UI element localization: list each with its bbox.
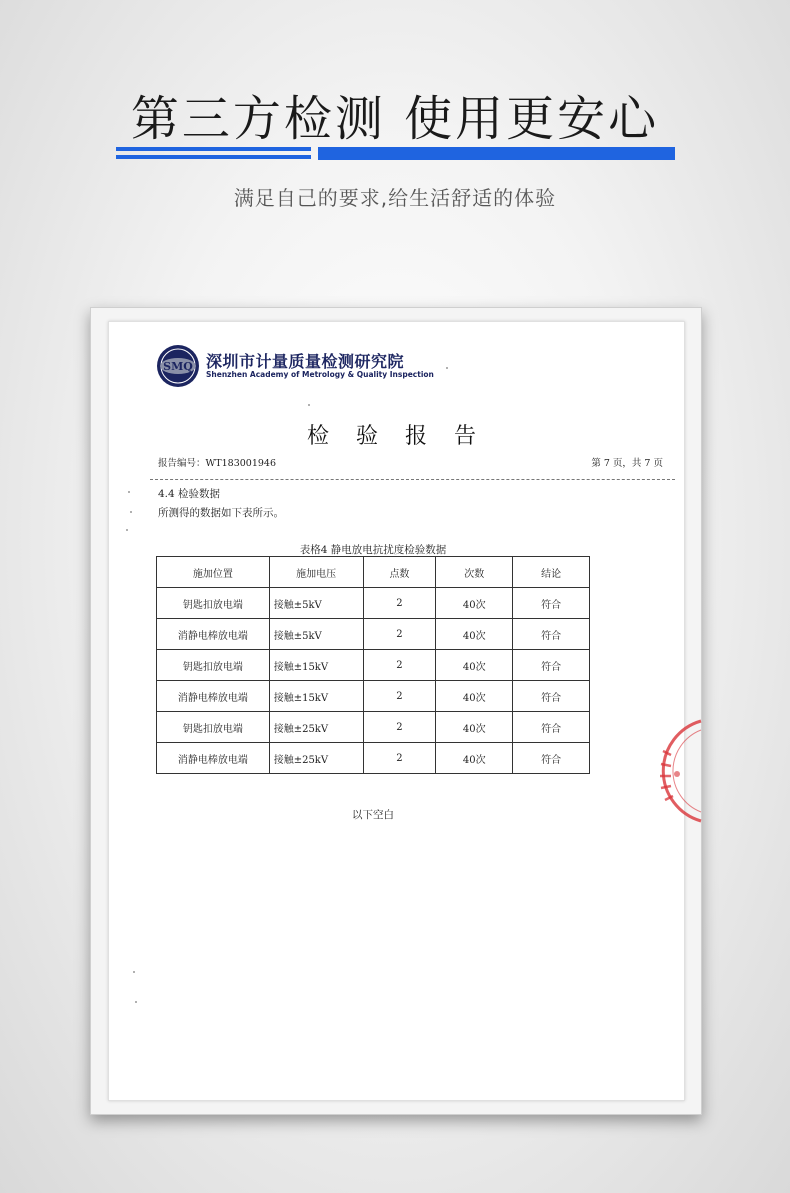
table-cell: 接触±25kV: [269, 743, 363, 774]
table-row: [157, 712, 590, 743]
table-header-row: [157, 557, 590, 588]
logo-text: SMQ: [163, 360, 193, 373]
table-cell: 钥匙扣放电端: [157, 712, 270, 743]
title-underline-left-bottom: [116, 155, 311, 159]
title-underline-right: [318, 147, 675, 160]
table-cell: 符合: [513, 650, 590, 681]
table-cell: 接触±25kV: [269, 712, 363, 743]
table-cell: 40次: [436, 681, 513, 712]
paper-speck: [135, 1001, 137, 1003]
table-caption: 表格4 静电放电抗扰度检验数据: [299, 544, 447, 556]
smq-logo-icon: [156, 344, 200, 388]
table-cell: 40次: [436, 588, 513, 619]
table-cell: 符合: [513, 588, 590, 619]
table-cell: 2: [363, 619, 436, 650]
section-heading: 4.4 检验数据: [158, 488, 221, 500]
table-row: [157, 588, 590, 619]
report-document: [108, 321, 685, 1101]
table-row: [157, 743, 590, 774]
official-seal-icon: [643, 716, 703, 826]
paper-speck: [128, 491, 130, 493]
table-cell: 符合: [513, 712, 590, 743]
page-subtitle: 满足自己的要求,给生活舒适的体验: [233, 186, 557, 210]
table-row: [157, 619, 590, 650]
table-cell: 接触±15kV: [269, 650, 363, 681]
page-info: 第 7 页，共 7 页: [591, 458, 663, 469]
paper-speck: [133, 971, 135, 973]
table-cell: 钥匙扣放电端: [157, 588, 270, 619]
table-cell: 2: [363, 681, 436, 712]
paper-speck: [446, 367, 448, 369]
test-data-table: [156, 556, 590, 774]
organization-name-en: Shenzhen Academy of Metrology & Quality Inspection: [206, 370, 434, 379]
table-cell: 40次: [436, 619, 513, 650]
paper-speck: [126, 529, 128, 531]
table-cell: 接触±15kV: [269, 681, 363, 712]
table-cell: 接触±5kV: [269, 619, 363, 650]
header-divider: [150, 479, 675, 480]
report-number: 报告编号：WT183001946: [158, 458, 276, 469]
page-title: 第三方检测 使用更安心: [130, 91, 660, 147]
table-cell: 2: [363, 712, 436, 743]
table-cell: 2: [363, 743, 436, 774]
table-header: 结论: [513, 557, 590, 588]
table-cell: 钥匙扣放电端: [157, 650, 270, 681]
report-title: 检 验 报 告: [307, 424, 486, 449]
table-cell: 消静电棒放电端: [157, 681, 270, 712]
paper-speck: [308, 404, 310, 406]
table-cell: 40次: [436, 650, 513, 681]
table-header: 施加电压: [269, 557, 363, 588]
table-cell: 消静电棒放电端: [157, 619, 270, 650]
table-cell: 2: [363, 588, 436, 619]
blank-note: 以下空白: [352, 809, 394, 821]
table-cell: 接触±5kV: [269, 588, 363, 619]
table-header: 点数: [363, 557, 436, 588]
organization-name-cn: 深圳市计量质量检测研究院: [206, 352, 405, 371]
title-underline-left-top: [116, 147, 311, 151]
table-cell: 消静电棒放电端: [157, 743, 270, 774]
table-cell: 40次: [436, 743, 513, 774]
table-cell: 符合: [513, 681, 590, 712]
table-header: 施加位置: [157, 557, 270, 588]
table-header: 次数: [436, 557, 513, 588]
paper-speck: [130, 511, 132, 513]
table-cell: 2: [363, 650, 436, 681]
table-cell: 符合: [513, 743, 590, 774]
table-cell: 符合: [513, 619, 590, 650]
intro-text: 所测得的数据如下表所示。: [158, 507, 284, 519]
table-row: [157, 650, 590, 681]
table-row: [157, 681, 590, 712]
table-cell: 40次: [436, 712, 513, 743]
